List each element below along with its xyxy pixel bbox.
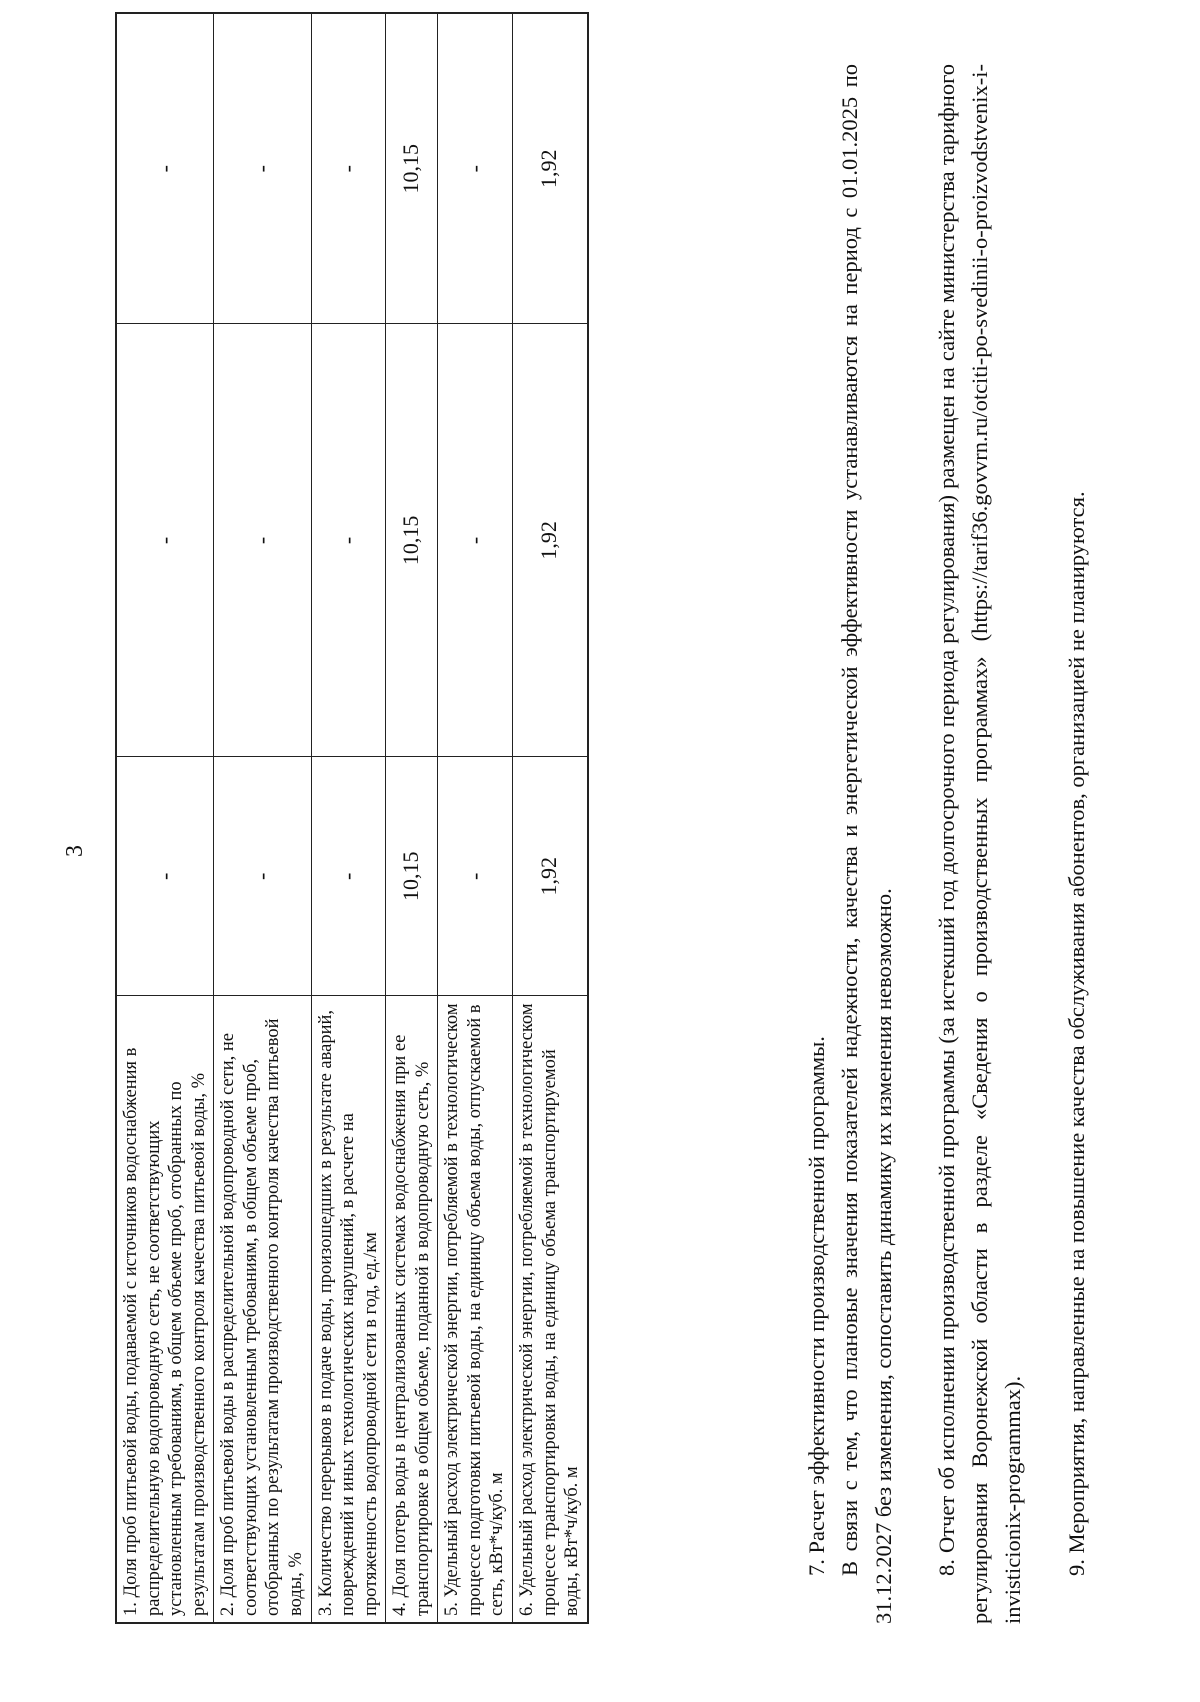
indicator-value: - <box>311 757 386 996</box>
body-text <box>800 64 1093 1624</box>
indicator-name: 2. Доля проб питьевой воды в распределительной водопроводной сети, не соответствующих установленным требованиям, в общем объеме проб, отобранных по результатам производственного контроля качества питьевой воды, % <box>214 996 311 1623</box>
indicator-value: 10,15 <box>386 757 438 996</box>
indicator-value: - <box>116 13 214 324</box>
indicator-value: - <box>311 13 386 324</box>
indicator-value: 1,92 <box>513 757 588 996</box>
indicator-name: 3. Количество перерывов в подаче воды, произошедших в результате аварий, повреждений и иных технологических нарушений, в расчете на протяженность водопроводной сети в год, ед./км <box>311 996 386 1623</box>
indicator-table <box>115 12 589 1624</box>
table-row <box>386 13 438 1623</box>
indicator-value: 1,92 <box>513 13 588 324</box>
indicator-value: - <box>438 757 513 996</box>
indicator-value: - <box>438 324 513 757</box>
indicator-name: 6. Удельный расход электрической энергии, потребляемой в технологическом процессе транспортировки воды, на единицу объема транспортируемой воды, кВт*ч/куб. м <box>513 996 588 1623</box>
indicator-value: 10,15 <box>386 13 438 324</box>
indicator-value: - <box>438 13 513 324</box>
indicator-value: - <box>116 757 214 996</box>
table-row <box>311 13 386 1623</box>
table-row <box>116 13 214 1623</box>
section-9-paragraph: 9. Мероприятия, направленные на повышение качества обслуживания абонентов, организацией не планируются. <box>1063 491 1089 1576</box>
section-7-body: В связи с тем, что плановые значения показателей надежности, качества и энергетической эффективности устанавливаются на период с 01.01.2025 по 31.12.2027 без изменения, сопоставить динамику их изменения невозможно. <box>837 64 896 1624</box>
table-row <box>513 13 588 1623</box>
table-row <box>438 13 513 1623</box>
indicator-value: - <box>311 324 386 757</box>
indicator-name: 5. Удельный расход электрической энергии, потребляемой в технологическом процессе подготовки питьевой воды, на единицу объема воды, отпускаемой в сеть, кВт*ч/куб. м <box>438 996 513 1623</box>
indicator-value: 10,15 <box>386 324 438 757</box>
indicator-value: - <box>116 324 214 757</box>
indicator-value: 1,92 <box>513 324 588 757</box>
indicator-value: - <box>214 324 311 757</box>
section-7-heading: 7. Расчет эффективности производственной программы. <box>804 1036 829 1576</box>
indicator-value: - <box>214 757 311 996</box>
table-row <box>214 13 311 1623</box>
section-8-paragraph: 8. Отчет об исполнении производственной программы (за истекший год долгосрочного периода регулирования) размещен на сайте министерства тарифного регулирования Воронежской области в разделе «Сведения о производственных программах» (https://tarif36.govvrn.ru/otciti-po-svedinii-o-proizvodstvenix-i-invisticionix-programmax). <box>933 64 1026 1624</box>
indicator-value: - <box>214 13 311 324</box>
page-number: 3 <box>62 845 88 857</box>
indicator-name: 1. Доля проб питьевой воды, подаваемой с источников водоснабжения в распределительную водопроводную сеть, не соответствующих установленным требованиям, в общем объеме проб, отобранных по результатам производственного контроля качества питьевой воды, % <box>116 996 214 1623</box>
indicator-name: 4. Доля потерь воды в централизованных системах водоснабжения при ее транспортировке в общем объеме, поданной в водопроводную сеть, % <box>386 996 438 1623</box>
